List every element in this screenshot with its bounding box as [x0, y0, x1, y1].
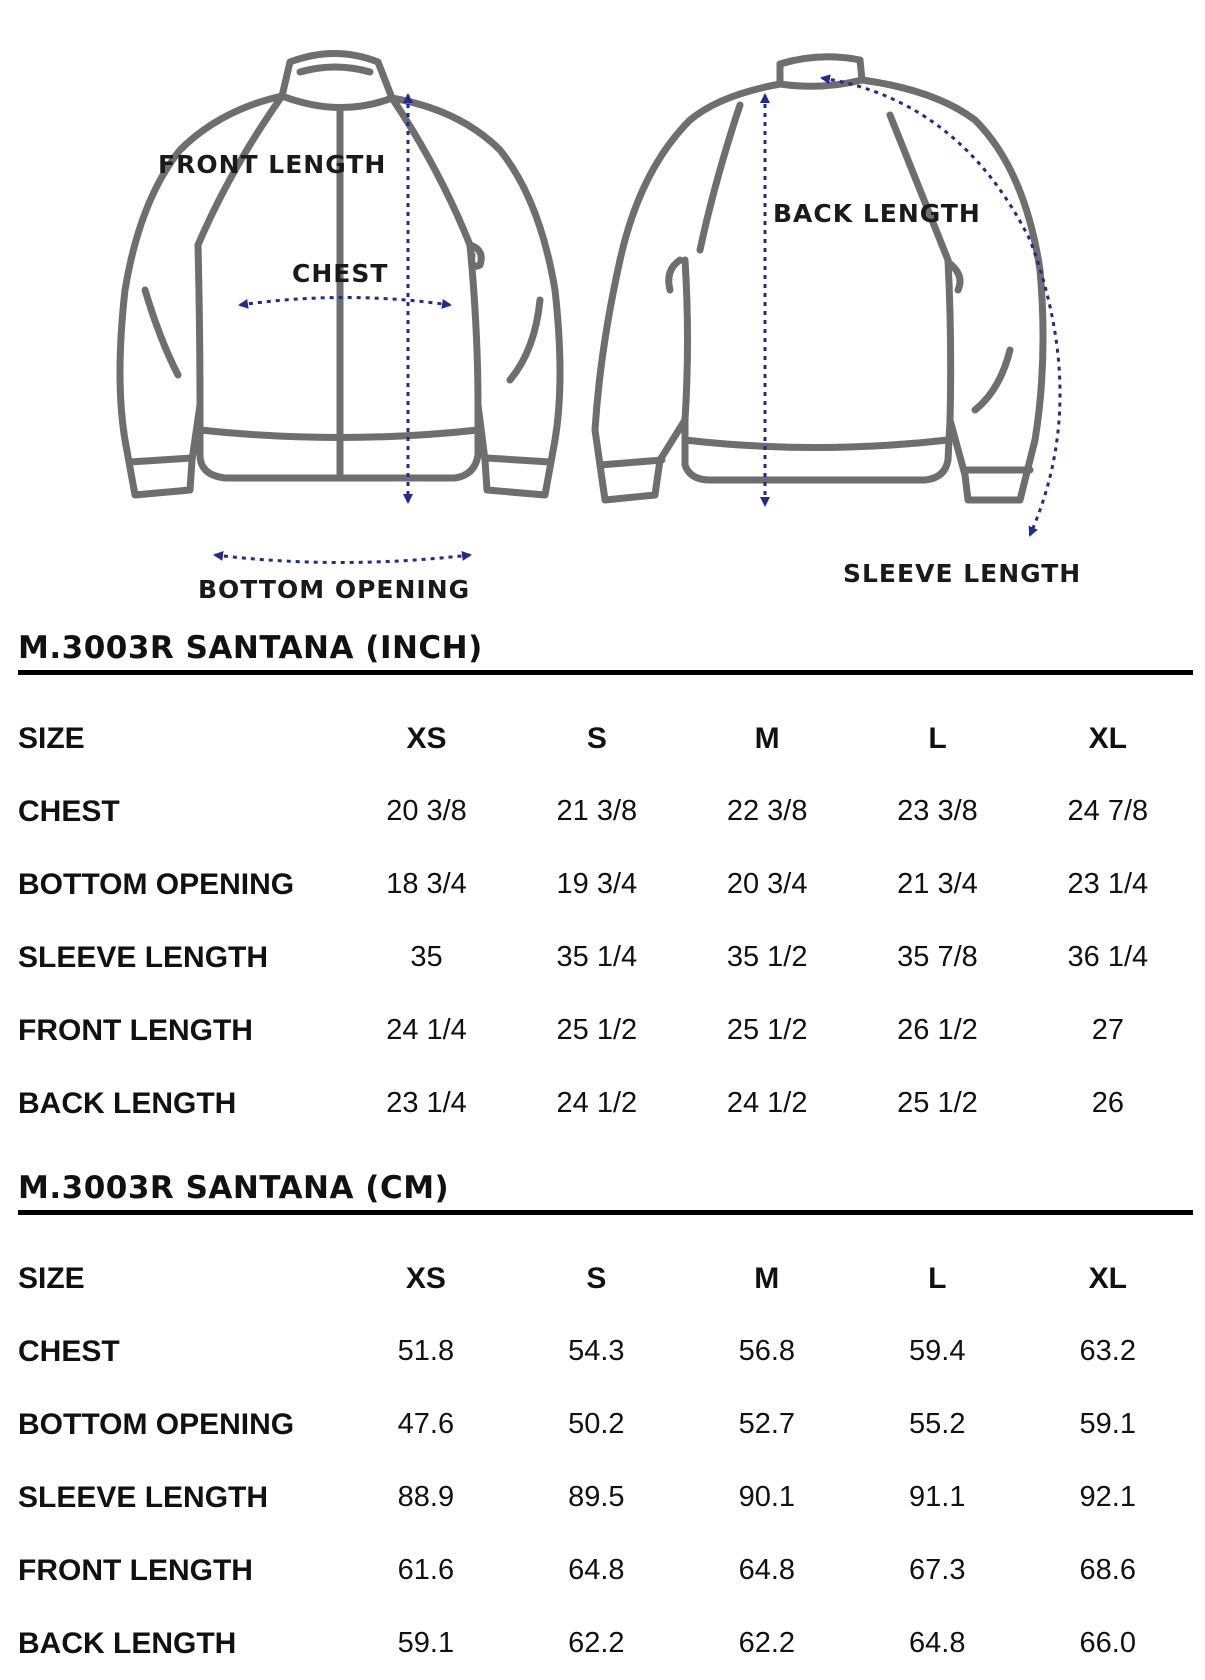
table-row — [18, 1067, 1193, 1140]
table-cell: 56.8 — [738, 1335, 796, 1367]
cm-title-rule — [18, 1210, 1193, 1215]
table-cell: 61.6 — [397, 1554, 455, 1586]
header-cell: SIZE — [18, 1261, 85, 1295]
table-cell: 59.1 — [397, 1627, 455, 1659]
cm-table-title: M.3003R SANTANA (CM) — [18, 1170, 450, 1206]
table-cell: 26 — [1091, 1087, 1124, 1119]
table-cell: 63.2 — [1079, 1335, 1136, 1367]
back-jacket-outline — [595, 57, 1043, 500]
table-cell: 64.8 — [568, 1554, 625, 1586]
sleeve-length-arrow — [822, 78, 1060, 535]
table-cell: 59.4 — [909, 1335, 966, 1367]
table-cell: 47.6 — [397, 1408, 455, 1440]
table-cell: 51.8 — [397, 1335, 455, 1367]
table-cell: 19 3/4 — [556, 868, 638, 900]
header-cell: M — [754, 1261, 780, 1295]
table-cell: 21 3/8 — [556, 795, 638, 827]
table-header-row — [18, 702, 1193, 775]
table-cell: 25 1/2 — [556, 1014, 638, 1046]
table-row — [18, 848, 1193, 921]
table-cell: 35 7/8 — [897, 941, 978, 973]
table-cell: 62.2 — [568, 1627, 625, 1659]
table-cell: 64.8 — [909, 1627, 966, 1659]
table-cell: 50.2 — [568, 1408, 625, 1440]
sleeve-length-label: SLEEVE LENGTH — [843, 559, 1082, 588]
table-cell: 25 1/2 — [897, 1087, 978, 1119]
table-cell: 24 1/4 — [386, 1014, 467, 1046]
jacket-measurement-diagram — [0, 0, 1205, 600]
table-cell: 21 3/4 — [897, 868, 978, 900]
table-cell: 25 1/2 — [726, 1014, 808, 1046]
table-row — [18, 994, 1193, 1067]
header-cell: SIZE — [18, 721, 85, 755]
row-label: BACK LENGTH — [18, 1626, 237, 1660]
row-label: SLEEVE LENGTH — [18, 1480, 269, 1514]
chest-label: CHEST — [292, 259, 389, 288]
table-cell: 52.7 — [738, 1408, 796, 1440]
header-cell: XL — [1088, 721, 1127, 755]
row-label: CHEST — [18, 1334, 120, 1368]
front-length-label: FRONT LENGTH — [158, 150, 387, 179]
inch-size-section — [18, 628, 1193, 1120]
table-header-row — [18, 1242, 1193, 1315]
table-cell: 24 7/8 — [1067, 795, 1149, 827]
header-cell: XS — [406, 721, 447, 755]
header-cell: XS — [405, 1261, 446, 1295]
row-label: CHEST — [18, 794, 120, 828]
table-cell: 26 1/2 — [897, 1014, 978, 1046]
table-cell: 23 1/4 — [1067, 868, 1149, 900]
table-cell: 23 3/8 — [897, 795, 978, 827]
table-cell: 23 1/4 — [386, 1087, 467, 1119]
table-cell: 62.2 — [738, 1627, 796, 1659]
table-cell: 24 1/2 — [556, 1087, 638, 1119]
table-cell: 36 1/4 — [1067, 941, 1149, 973]
inch-title-rule — [18, 670, 1193, 675]
bottom-opening-arrow — [215, 555, 470, 563]
inch-size-table — [18, 702, 1193, 1140]
table-cell: 55.2 — [909, 1408, 966, 1440]
table-cell: 88.9 — [397, 1481, 455, 1513]
header-cell: L — [928, 1261, 947, 1295]
header-cell: S — [586, 1261, 607, 1295]
table-cell: 68.6 — [1079, 1554, 1136, 1586]
table-cell: 89.5 — [568, 1481, 625, 1513]
row-label: BOTTOM OPENING — [18, 867, 295, 901]
header-cell: M — [754, 721, 780, 755]
table-row — [18, 1607, 1193, 1680]
table-cell: 67.3 — [909, 1554, 966, 1586]
table-cell: 92.1 — [1079, 1481, 1136, 1513]
bottom-opening-label: BOTTOM OPENING — [198, 575, 471, 600]
cm-size-table — [18, 1242, 1193, 1680]
table-cell: 35 1/4 — [556, 941, 638, 973]
table-cell: 90.1 — [738, 1481, 796, 1513]
table-row — [18, 1534, 1193, 1607]
table-cell: 64.8 — [738, 1554, 796, 1586]
back-length-label: BACK LENGTH — [773, 199, 981, 228]
table-cell: 91.1 — [909, 1481, 966, 1513]
table-cell: 22 3/8 — [726, 795, 808, 827]
table-row — [18, 921, 1193, 994]
header-cell: XL — [1088, 1261, 1127, 1295]
table-cell: 20 3/4 — [726, 868, 808, 900]
table-cell: 18 3/4 — [386, 868, 467, 900]
cm-size-section — [18, 1168, 1193, 1660]
table-cell: 27 — [1091, 1014, 1124, 1046]
table-cell: 35 1/2 — [726, 941, 808, 973]
row-label: FRONT LENGTH — [18, 1013, 253, 1047]
table-cell: 35 — [410, 941, 443, 973]
header-cell: L — [928, 721, 947, 755]
row-label: BACK LENGTH — [18, 1086, 237, 1120]
table-cell: 66.0 — [1079, 1627, 1136, 1659]
table-row — [18, 1315, 1193, 1388]
table-cell: 24 1/2 — [726, 1087, 808, 1119]
header-cell: S — [586, 721, 607, 755]
inch-table-title: M.3003R SANTANA (INCH) — [18, 630, 483, 666]
table-row — [18, 1461, 1193, 1534]
table-cell: 54.3 — [568, 1335, 625, 1367]
row-label: SLEEVE LENGTH — [18, 940, 269, 974]
row-label: BOTTOM OPENING — [18, 1407, 295, 1441]
table-cell: 59.1 — [1079, 1408, 1136, 1440]
row-label: FRONT LENGTH — [18, 1553, 253, 1587]
table-row — [18, 775, 1193, 848]
table-cell: 20 3/8 — [386, 795, 467, 827]
table-row — [18, 1388, 1193, 1461]
chest-arrow — [240, 298, 450, 306]
